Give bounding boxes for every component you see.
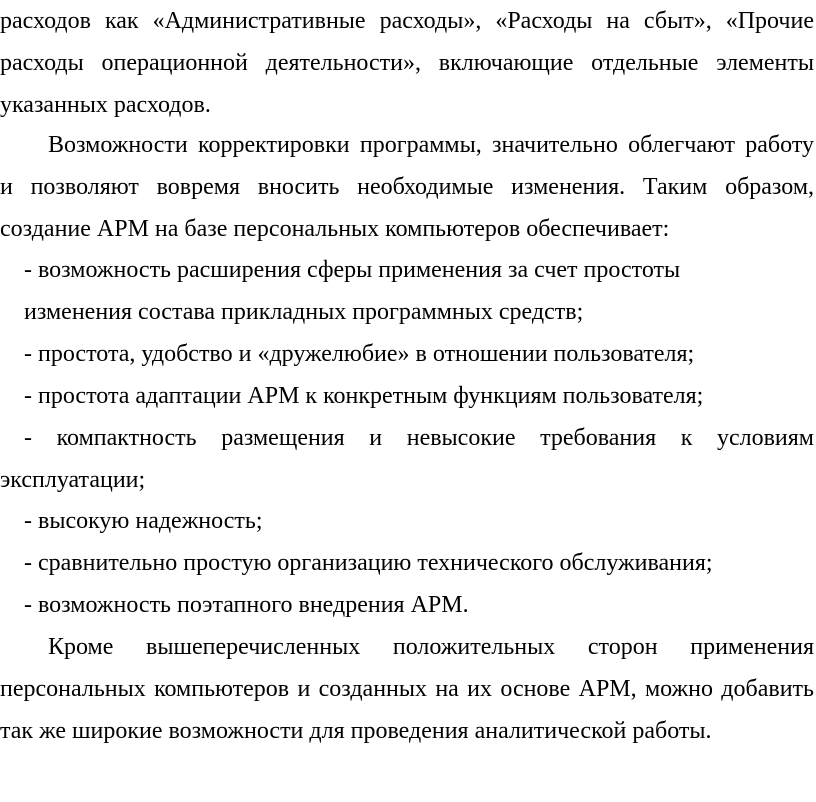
text-line: и позволяют вовремя вносить необходимые изменения. Таким образом,: [0, 174, 814, 200]
text-line: персональных компьютеров и созданных на их основе АРМ, можно добавить: [0, 676, 814, 702]
text-line: расходы операционной деятельности», включающие отдельные элементы: [0, 50, 814, 76]
list-item: - компактность размещения и невысокие требования к условиям: [24, 425, 814, 451]
text-line: расходов как «Административные расходы», «Расходы на сбыт», «Прочие: [0, 8, 814, 34]
list-item: - простота адаптации АРМ к конкретным функциям пользователя;: [24, 383, 704, 409]
text-line: Кроме вышеперечисленных положительных сторон применения: [48, 634, 814, 660]
list-item: - возможность расширения сферы применения за счет простоты: [24, 257, 681, 283]
list-item: - сравнительно простую организацию технического обслуживания;: [24, 550, 713, 576]
list-item-continuation: эксплуатации;: [0, 467, 146, 493]
list-item: - возможность поэтапного внедрения АРМ.: [24, 592, 469, 618]
text-line: Возможности корректировки программы, значительно облегчают работу: [48, 132, 814, 158]
list-item: - высокую надежность;: [24, 508, 263, 534]
list-item-continuation: изменения состава прикладных программных средств;: [24, 299, 584, 325]
text-line: указанных расходов.: [0, 92, 211, 118]
list-item: - простота, удобство и «дружелюбие» в отношении пользователя;: [24, 341, 695, 367]
text-line: так же широкие возможности для проведения аналитической работы.: [0, 718, 712, 744]
text-line: создание АРМ на базе персональных компьютеров обеспечивает:: [0, 216, 670, 242]
